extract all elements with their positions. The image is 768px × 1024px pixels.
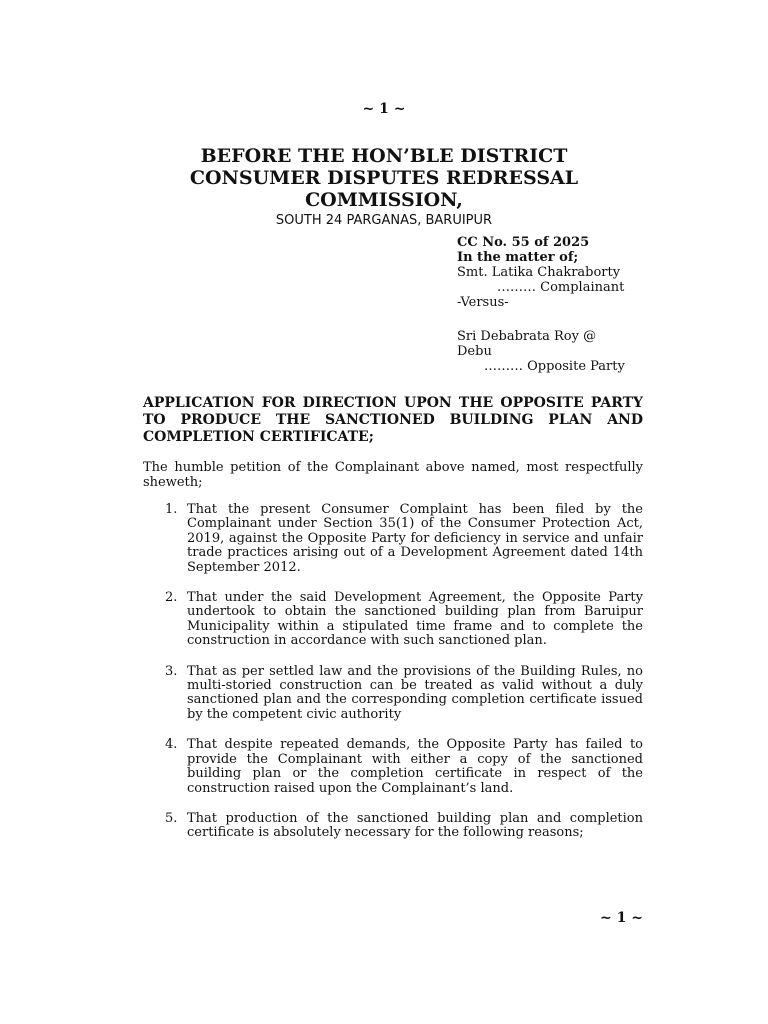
paragraph-number: 3. bbox=[165, 663, 178, 679]
court-heading bbox=[100, 145, 668, 228]
petition-intro: The humble petition of the Complainant above named, most respectfully sheweth; bbox=[143, 460, 643, 490]
court-title-line-2: CONSUMER DISPUTES REDRESSAL bbox=[189, 167, 579, 189]
page-number-top: ~ 1 ~ bbox=[362, 101, 406, 117]
paragraph-item bbox=[143, 738, 643, 796]
court-title-line-3: COMMISSION, bbox=[305, 189, 463, 211]
paragraph-item bbox=[143, 812, 643, 841]
paragraph-number: 5. bbox=[165, 810, 178, 826]
paragraph-item bbox=[143, 665, 643, 723]
paragraph-text: That under the said Development Agreement, the Opposite Party undertook to obtain the sanctioned building plan from Baruipur Municipality within a stipulated time frame and to complete the construction in accordance with such sanctioned plan. bbox=[187, 590, 643, 649]
paragraph-text: That as per settled law and the provisions of the Building Rules, no multi-storied construction can be treated as valid without a duly sanctioned plan and the corresponding completion certificate issued by the competent civic authority bbox=[187, 663, 643, 722]
application-heading: APPLICATION FOR DIRECTION UPON THE OPPOSITE PARTY TO PRODUCE THE SANCTIONED BUILDING PLAN AND COMPLETION CERTIFICATE; bbox=[143, 395, 643, 445]
paragraph-text: That production of the sanctioned building plan and completion certificate is absolutely necessary for the following reasons; bbox=[187, 810, 643, 841]
paragraph-item bbox=[143, 591, 643, 649]
court-title-line-1: BEFORE THE HON’BLE DISTRICT bbox=[200, 145, 568, 167]
complainant-name: Smt. Latika Chakraborty bbox=[457, 265, 621, 280]
opposite-party-name-line-2: Debu bbox=[457, 344, 492, 359]
paragraph-number: 2. bbox=[165, 590, 178, 606]
paragraph-number: 1. bbox=[165, 502, 178, 517]
opposite-party-role: ……… Opposite Party bbox=[484, 359, 625, 374]
court-location: SOUTH 24 PARGANAS, BARUIPUR bbox=[275, 213, 493, 228]
paragraph-text: That the present Consumer Complaint has been filed by the Complainant under Section 35(1) of the Consumer Protection Act, 2019, against the Opposite Party for deficiency in service and unfair trade practices arising out of a Development Agreement dated 14th September 2012. bbox=[187, 502, 643, 575]
case-number: CC No. 55 of 2025 bbox=[457, 235, 590, 250]
case-details bbox=[457, 235, 657, 374]
complainant-role: ……… Complainant bbox=[497, 280, 625, 295]
paragraph-item bbox=[143, 503, 643, 575]
paragraph-text: That despite repeated demands, the Opposite Party has failed to provide the Complainant with either a copy of the sanctioned building plan or the completion certificate in respect of the construction raised upon the Complainant’s land. bbox=[187, 737, 643, 796]
matter-heading: In the matter of; bbox=[457, 250, 579, 265]
page-number-bottom: ~ 1 ~ bbox=[600, 910, 643, 926]
versus-label: -Versus- bbox=[457, 295, 509, 310]
paragraph-number: 4. bbox=[165, 737, 178, 753]
petition-paragraphs bbox=[143, 503, 643, 857]
opposite-party-name-line-1: Sri Debabrata Roy @ bbox=[457, 329, 597, 344]
